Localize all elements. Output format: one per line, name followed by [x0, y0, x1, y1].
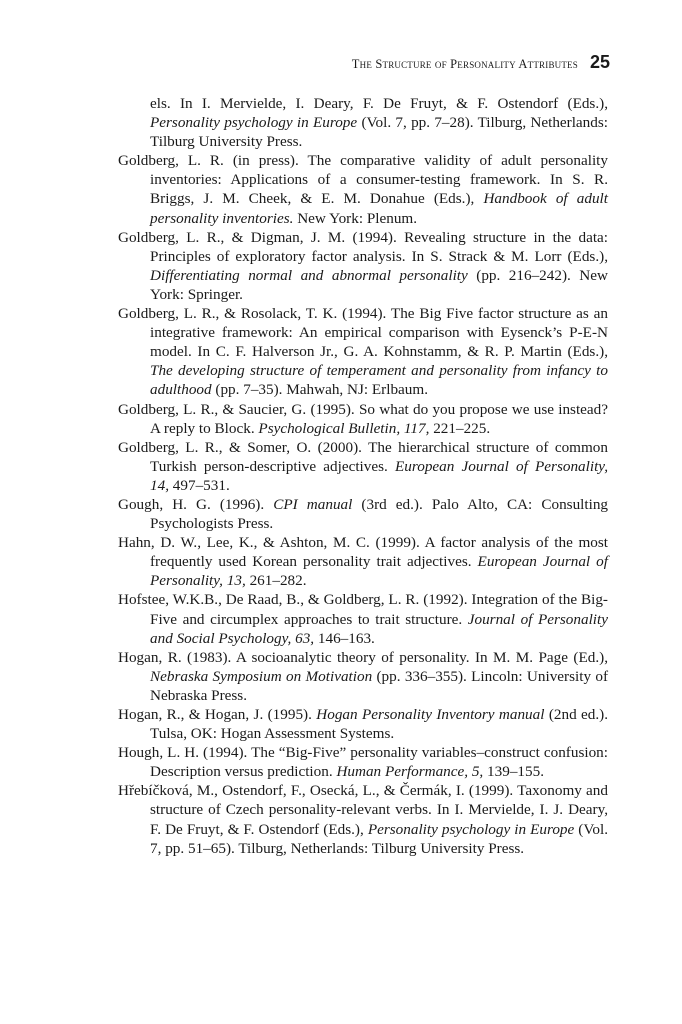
reference-text: (3rd ed.). Palo Alto, CA: Consulting Psychologists Press.	[150, 495, 609, 533]
reference-text: 221–225.	[429, 419, 491, 437]
page-number: 25	[589, 52, 610, 72]
reference-title-italic: Handbook of adult personality inventories.	[150, 190, 608, 227]
reference-list	[118, 94, 608, 858]
reference-title-italic: Hogan Personality Inventory manual	[316, 706, 545, 723]
reference-entry	[118, 705, 608, 743]
reference-text: 139–155.	[483, 763, 544, 781]
reference-title-italic: Personality psychology in Europe	[150, 114, 358, 132]
reference-text: Hogan, R. (1983). A socioanalytic theory of personality. In M. M. Page (Ed.),	[118, 648, 608, 666]
reference-text: Hogan, R., & Hogan, J. (1995).	[118, 706, 317, 723]
reference-entry	[118, 648, 608, 705]
reference-text: Hofstee, W.K.B., De Raad, B., & Goldberg, L. R. (1992). Integration of the Big-Five and circumplex approaches to trait structure.	[118, 591, 608, 628]
reference-title-italic: Nebraska Symposium on Motivation	[150, 667, 373, 685]
reference-text: Hough, L. H. (1994). The “Big-Five” personality variables–construct confusion: Description versus prediction.	[118, 744, 608, 781]
reference-title-italic: Human Performance, 5,	[336, 763, 484, 781]
reference-text: 146–163.	[314, 629, 375, 647]
reference-text: Goldberg, L. R., & Somer, O. (2000). The hierarchical structure of common Turkish person-descriptive adjectives.	[118, 438, 608, 475]
reference-entry	[118, 533, 608, 590]
reference-entry	[118, 94, 608, 151]
reference-title-italic: Psychological Bulletin, 117,	[258, 419, 430, 437]
reference-text: (pp. 216–242). New York: Springer.	[150, 266, 608, 303]
running-head: The Structure of Personality Attributes	[351, 57, 578, 71]
reference-text: (Vol. 7, pp. 51–65). Tilburg, Netherlands: Tilburg University Press.	[150, 820, 608, 857]
reference-entry	[118, 400, 608, 438]
reference-entry	[118, 590, 608, 647]
reference-title-italic: Personality psychology in Europe	[367, 820, 575, 838]
reference-entry	[118, 228, 608, 304]
reference-title-italic: Differentiating normal and abnormal personality	[150, 266, 468, 284]
reference-entry	[118, 304, 608, 399]
reference-text: Gough, H. G. (1996).	[118, 495, 274, 513]
page-header	[352, 52, 610, 73]
reference-title-italic: The developing structure of temperament and personality from infancy to adulthood	[150, 362, 608, 399]
reference-text: (pp. 7–35). Mahwah, NJ: Erlbaum.	[211, 381, 428, 399]
reference-text: Goldberg, L. R. (in press). The comparative validity of adult personality inventories: Applications of a consumer-testing framework. In S. R. Briggs, J. M. Cheek, & E. M. Donahue (Eds.),	[118, 152, 608, 208]
reference-title-italic: Journal of Personality and Social Psychology, 63,	[150, 610, 608, 647]
reference-text: Goldberg, L. R., & Digman, J. M. (1994). Revealing structure in the data: Principles of exploratory factor analysis. In S. Strack & M. Lorr (Eds.),	[118, 228, 608, 265]
reference-entry	[118, 743, 608, 781]
reference-text: Goldberg, L. R., & Rosolack, T. K. (1994). The Big Five factor structure as an integrative framework: An empirical comparison with Eysenck’s P-E-N model. In C. F. Halverson Jr., G. A. Kohnstamm, & R. P. Martin (Eds.),	[118, 305, 608, 361]
reference-text: Hřebíčková, M., Ostendorf, F., Osecká, L., & Čermák, I. (1999). Taxonomy and structure of Czech personality-relevant verbs. In I. Mervielde, I. J. Deary, F. De Fruyt, & F. Ostendorf (Eds.),	[118, 782, 608, 838]
reference-text: 497–531.	[168, 476, 230, 494]
reference-text: 261–282.	[245, 572, 307, 590]
reference-entry	[118, 438, 608, 495]
reference-entry	[118, 495, 608, 533]
reference-title-italic: European Journal of Personality, 13,	[150, 553, 608, 590]
reference-text: New York: Plenum.	[293, 209, 418, 227]
reference-entry	[118, 151, 608, 227]
reference-text: Hahn, D. W., Lee, K., & Ashton, M. C. (1999). A factor analysis of the most frequently used Korean personality trait adjectives.	[118, 534, 608, 571]
reference-text: (2nd ed.). Tulsa, OK: Hogan Assessment Systems.	[150, 706, 609, 743]
reference-title-italic: European Journal of Personality, 14,	[150, 457, 608, 494]
reference-text: (pp. 336–355). Lincoln: University of Nebraska Press.	[150, 667, 609, 704]
reference-text: Goldberg, L. R., & Saucier, G. (1995). So what do you propose we use instead? A reply to Block.	[118, 400, 608, 437]
reference-entry	[118, 781, 608, 857]
reference-text: (Vol. 7, pp. 7–28). Tilburg, Netherlands: Tilburg University Press.	[150, 114, 608, 151]
reference-text: els. In I. Mervielde, I. Deary, F. De Fruyt, & F. Ostendorf (Eds.),	[150, 95, 608, 112]
reference-title-italic: CPI manual	[273, 495, 353, 513]
